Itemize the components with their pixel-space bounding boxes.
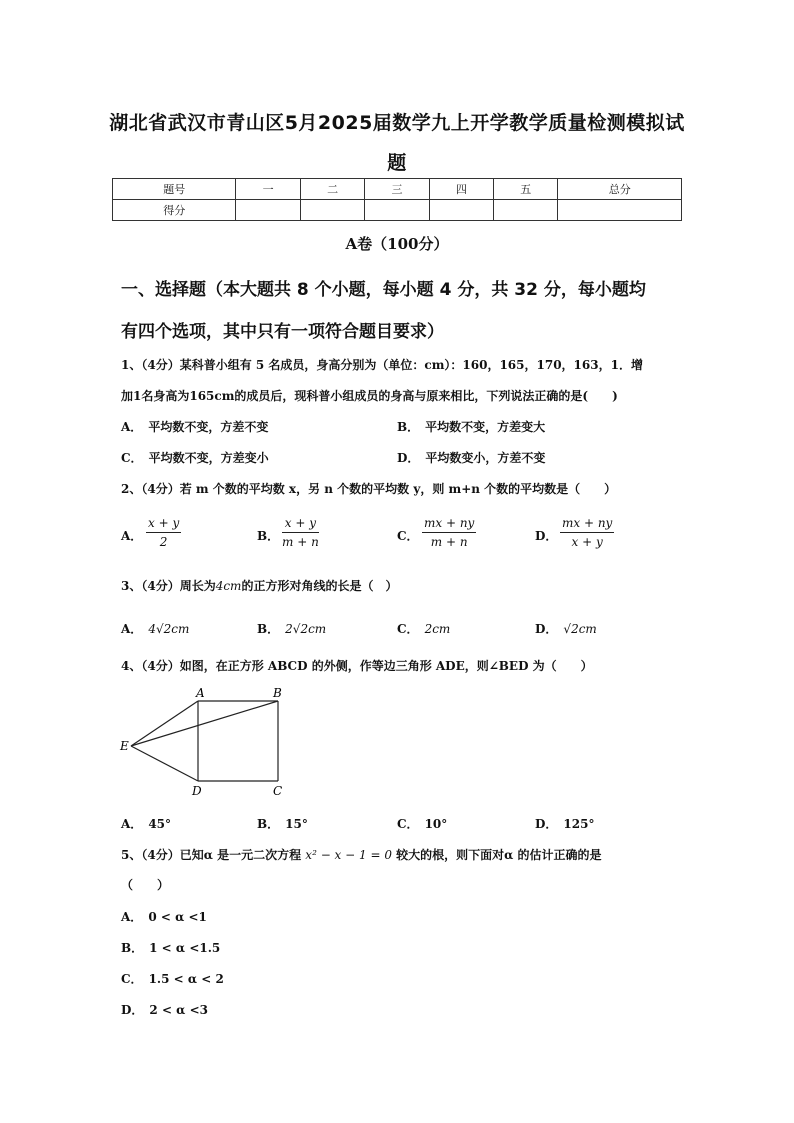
section-a-heading: A卷（100分）: [345, 235, 449, 253]
option-text: 2 < α <3: [149, 1003, 208, 1017]
q3-text-pre: 3、（4分）周长为: [121, 579, 216, 593]
q5-line2: （ ）: [121, 878, 170, 892]
label-b: B: [273, 686, 282, 700]
label-d: D: [192, 784, 202, 798]
q1-option-b[interactable]: [397, 418, 545, 435]
option-label: D．: [535, 817, 558, 831]
score-table-header-row: [113, 179, 682, 200]
option-label: D．: [121, 1003, 144, 1017]
score-table: [112, 178, 682, 221]
fraction-denominator: m + n: [430, 535, 468, 549]
q3-text-post: 的正方形对角线的长是（ ）: [241, 579, 398, 593]
score-header-cell: 四: [429, 179, 493, 200]
q2-option-d-fraction: [560, 516, 614, 549]
option-label: C．: [121, 451, 143, 465]
q2-option-a-fraction: [146, 516, 181, 549]
score-header-cell: 一: [236, 179, 300, 200]
q5-option-b[interactable]: [121, 939, 220, 956]
q2-option-b-label[interactable]: B．: [257, 529, 280, 543]
fraction-numerator: mx + ny: [560, 516, 614, 533]
q1-option-d[interactable]: [397, 449, 545, 466]
option-label: B．: [257, 622, 280, 636]
q4-option-c[interactable]: [397, 815, 447, 832]
q5-option-d[interactable]: [121, 1001, 208, 1018]
fraction-denominator: 2: [159, 535, 168, 549]
q3-math: 4cm: [215, 579, 242, 593]
q4-option-d[interactable]: [535, 815, 594, 832]
figure-background: [119, 686, 289, 800]
option-label: C．: [121, 972, 143, 986]
q5-option-c[interactable]: [121, 970, 224, 987]
score-row-label: 得分: [113, 200, 236, 221]
q1-option-c[interactable]: [121, 449, 269, 466]
q1-line1: 1、（4分）某科普小组有 5 名成员，身高分别为（单位：cm）：160，165，170，163，1．增: [121, 358, 643, 372]
fraction-numerator: x + y: [146, 516, 181, 533]
q3-option-a[interactable]: [121, 620, 189, 637]
q3-option-b[interactable]: [257, 620, 326, 637]
score-cell[interactable]: [300, 200, 364, 221]
exam-title-line2: 题: [387, 152, 407, 174]
score-cell[interactable]: [365, 200, 429, 221]
label-a: A: [196, 686, 205, 700]
option-text: √2cm: [563, 622, 597, 636]
square-triangle-figure: [119, 686, 289, 800]
q2-option-d-label[interactable]: D．: [535, 529, 558, 543]
q4-option-a[interactable]: [121, 815, 171, 832]
option-label: D．: [535, 622, 558, 636]
fraction-numerator: mx + ny: [422, 516, 476, 533]
option-text: 平均数不变，方差变小: [148, 451, 269, 465]
option-label: A．: [121, 910, 143, 924]
q5-equation: x² − x − 1 = 0: [305, 848, 392, 862]
q2-option-c-label[interactable]: C．: [397, 529, 419, 543]
q1-option-a[interactable]: [121, 418, 268, 435]
q2-option-a-label[interactable]: A．: [121, 529, 143, 543]
option-text: 45°: [148, 817, 172, 831]
option-text: 125°: [563, 817, 595, 831]
score-cell[interactable]: [558, 200, 682, 221]
score-header-cell: 二: [300, 179, 364, 200]
q5-text-pre: 5、（4分）已知α 是一元二次方程: [121, 848, 306, 862]
q2-line1: 2、（4分）若 m 个数的平均数 x，另 n 个数的平均数 y，则 m+n 个数的平均数是（ ）: [121, 482, 617, 496]
option-text: 平均数不变，方差变大: [425, 420, 546, 434]
score-table-score-row: [113, 200, 682, 221]
option-text: 平均数变小，方差不变: [425, 451, 546, 465]
option-label: B．: [397, 420, 420, 434]
option-label: C．: [397, 817, 419, 831]
q4-option-b[interactable]: [257, 815, 308, 832]
option-text: 1.5 < α < 2: [148, 972, 224, 986]
score-header-cell: 总分: [558, 179, 682, 200]
option-label: C．: [397, 622, 419, 636]
option-text: 平均数不变，方差不变: [148, 420, 269, 434]
part1-heading-line2: 有四个选项，其中只有一项符合题目要求）: [121, 322, 444, 342]
fraction-denominator: x + y: [571, 535, 603, 549]
q2-option-c-fraction: [422, 516, 476, 549]
score-cell[interactable]: [236, 200, 300, 221]
option-label: A．: [121, 420, 143, 434]
q4-line1: 4、（4分）如图，在正方形 ABCD 的外侧，作等边三角形 ADE，则∠BED 为（ ）: [121, 659, 593, 673]
score-header-cell: 五: [494, 179, 558, 200]
option-label: A．: [121, 817, 143, 831]
label-e: E: [120, 739, 129, 753]
fraction-numerator: x + y: [282, 516, 319, 533]
q3-option-c[interactable]: [397, 620, 450, 637]
option-label: B．: [257, 817, 280, 831]
option-text: 10°: [424, 817, 448, 831]
option-text: 1 < α <1.5: [149, 941, 221, 955]
q3-option-d[interactable]: [535, 620, 597, 637]
q5-text-post: 较大的根，则下面对α 的估计正确的是: [391, 848, 602, 862]
q5-option-a[interactable]: [121, 908, 207, 925]
option-text: 15°: [285, 817, 308, 831]
fraction-denominator: m + n: [282, 535, 319, 549]
exam-title-line1: 湖北省武汉市青山区5月2025届数学九上开学教学质量检测模拟试: [109, 112, 685, 134]
q2-option-b-fraction: [282, 516, 319, 549]
option-text: 0 < α <1: [148, 910, 207, 924]
option-text: 2cm: [424, 622, 451, 636]
score-header-cell: 三: [365, 179, 429, 200]
label-c: C: [273, 784, 283, 798]
option-label: D．: [397, 451, 420, 465]
q1-line2: 加1名身高为165cm的成员后，现科普小组成员的身高与原来相比，下列说法正确的是( ): [121, 389, 618, 403]
option-label: A．: [121, 622, 143, 636]
option-text: 4√2cm: [148, 622, 190, 636]
part1-heading-line1: 一、选择题（本大题共 8 个小题，每小题 4 分，共 32 分，每小题均: [121, 280, 646, 300]
q5-line1: [121, 846, 602, 863]
score-cell[interactable]: [429, 200, 493, 221]
score-header-cell: 题号: [113, 179, 236, 200]
q3-line1: [121, 577, 397, 594]
option-label: B．: [121, 941, 144, 955]
option-text: 2√2cm: [285, 622, 327, 636]
score-cell[interactable]: [494, 200, 558, 221]
